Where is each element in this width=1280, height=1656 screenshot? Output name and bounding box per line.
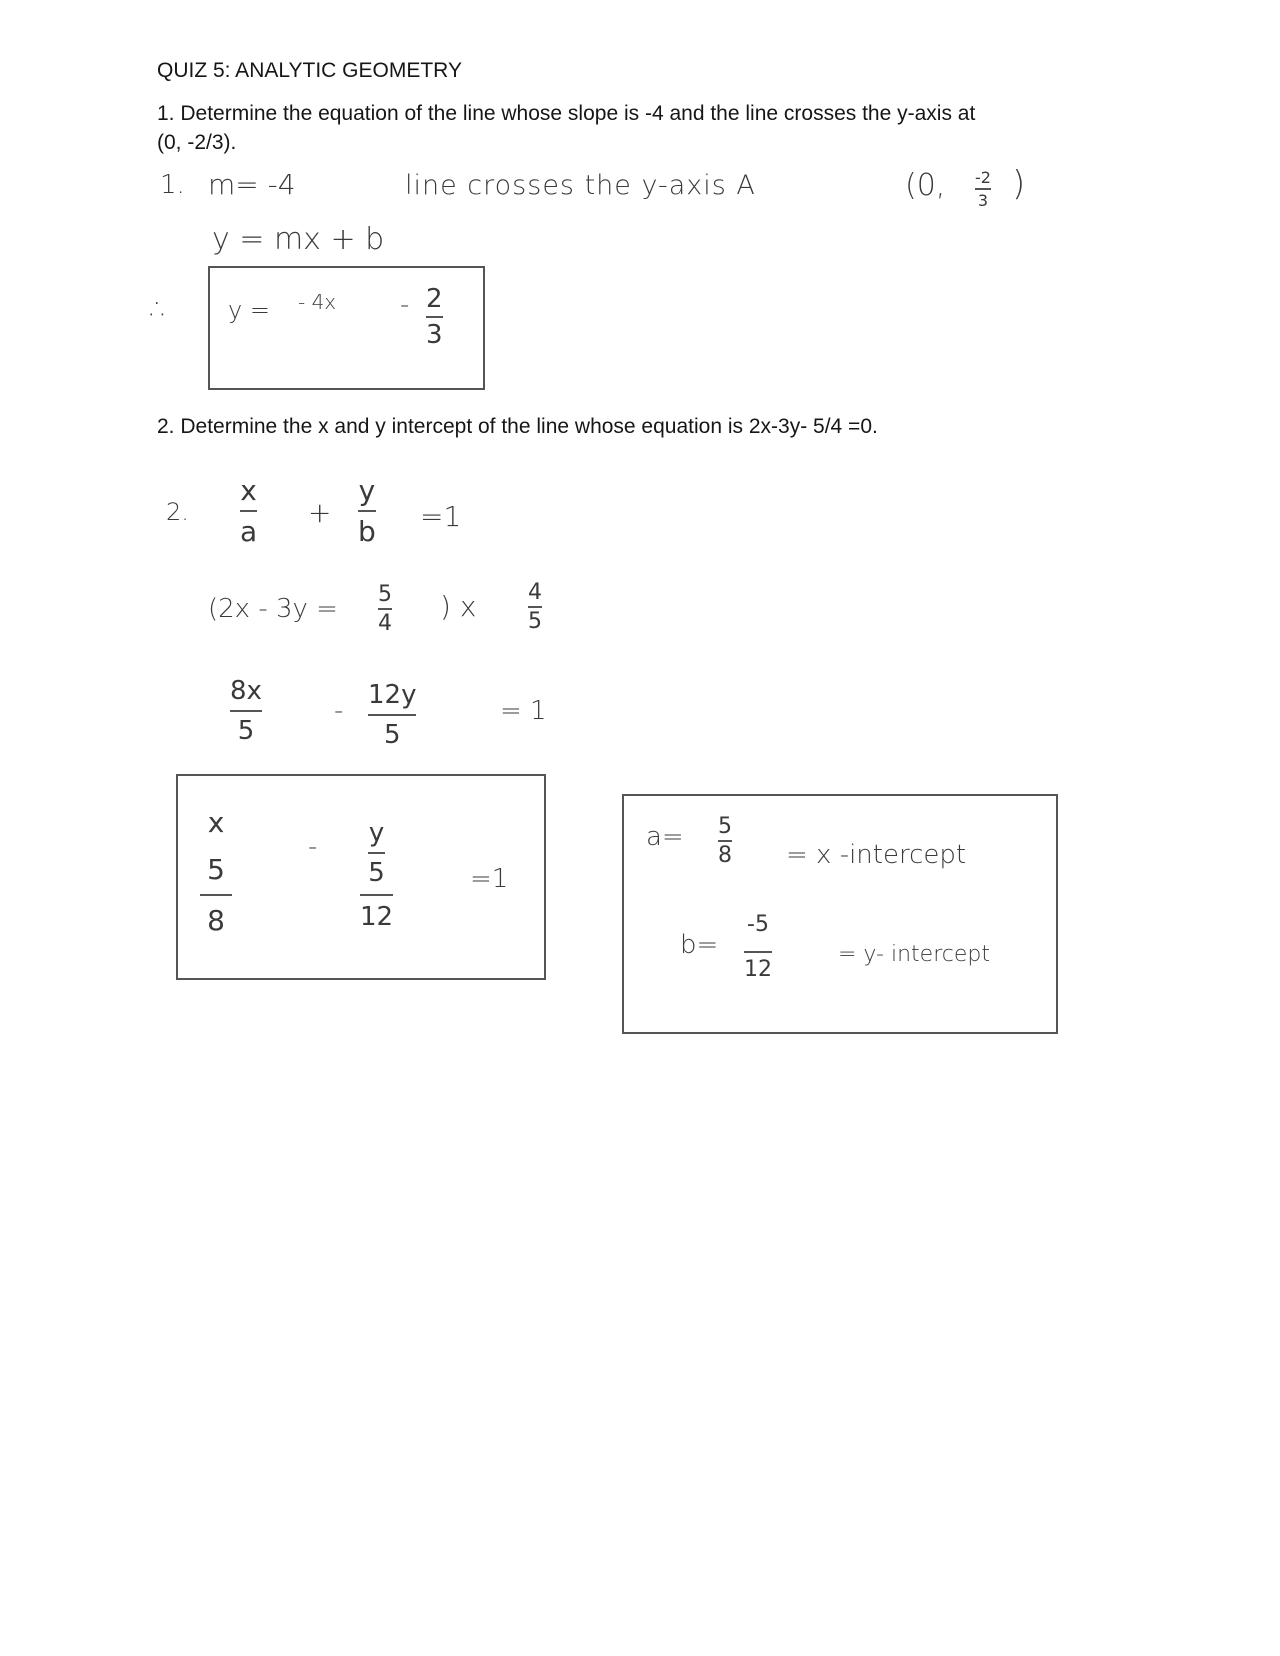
quiz-title: QUIZ 5: ANALYTIC GEOMETRY: [157, 59, 462, 82]
q1-work-number: 1.: [160, 170, 185, 200]
q1-answer-denominator: 3: [426, 320, 443, 350]
q1-answer-box: [208, 266, 485, 390]
q2-step2-close: ) x: [440, 590, 477, 623]
q2-step3-numerator-1: 8x: [230, 676, 262, 706]
q2-y-over-b-denominator: b: [358, 515, 376, 548]
q2-box-equals-one: =1: [470, 864, 509, 894]
q2-step2-fraction: [378, 582, 392, 636]
q1-point-fraction: [975, 168, 991, 210]
q2-step3-fraction-1: [230, 676, 262, 746]
q2-y-over-b-numerator: y: [358, 474, 376, 507]
q1-answer-lhs: y =: [228, 296, 270, 324]
q2-step2-multiplier-numerator: 4: [528, 580, 542, 605]
q2-step3-denominator-2: 5: [383, 720, 401, 750]
q2-box-y: y: [368, 818, 385, 848]
q2-step2-numerator: 5: [378, 582, 392, 607]
q2-step3-denominator-1: 5: [237, 716, 255, 746]
q2-box-y-5: 5: [368, 858, 385, 888]
q2-box-minus: -: [308, 832, 318, 862]
q2-box-y-12: 12: [360, 902, 394, 932]
question-2-line-1: 2. Determine the x and y intercept of the line whose equation is 2x-3y- 5/4 =0.: [157, 415, 878, 438]
q2-box-x: x: [207, 806, 225, 839]
q1-crosses-text: line crosses the y-axis A: [405, 170, 756, 201]
q2-b-denominator: 12: [744, 957, 772, 982]
q2-step2-open: (2x - 3y =: [208, 594, 338, 624]
q2-step3-equals: = 1: [500, 696, 547, 726]
q1-answer-fraction: [426, 284, 443, 350]
q1-answer-numerator: 2: [426, 284, 443, 314]
q2-x-intercept-label: = x -intercept: [786, 840, 967, 870]
question-1-line-2: (0, -2/3).: [157, 131, 237, 154]
q1-point-numerator: -2: [975, 168, 991, 187]
q2-work-number: 2.: [166, 498, 189, 526]
q2-step3-numerator-2: 12y: [368, 680, 417, 710]
q2-box-x-8: 8: [207, 904, 225, 937]
q2-plus: +: [308, 496, 332, 529]
q2-y-intercept-label: = y- intercept: [838, 942, 990, 967]
q2-step3-fraction-2: [368, 680, 416, 750]
q2-intercepts-box: [622, 794, 1058, 1034]
q2-b-numerator: -5: [747, 912, 769, 937]
q2-box-x-compound-fraction: [200, 806, 232, 937]
q1-point-denominator: 3: [977, 191, 989, 210]
q2-box-y-compound-fraction: [360, 818, 393, 932]
q2-a-denominator: 8: [718, 843, 732, 868]
q2-box-x-5: 5: [207, 853, 225, 886]
q2-x-over-a-numerator: x: [240, 474, 257, 507]
q2-x-over-a-denominator: a: [240, 515, 258, 548]
q1-point-open: (0,: [905, 168, 946, 203]
q2-a-label: a=: [646, 822, 684, 852]
q2-x-over-a: [240, 474, 257, 548]
q2-step2-multiplier-denominator: 5: [528, 609, 542, 634]
q2-a-numerator: 5: [718, 814, 732, 839]
q2-step2-denominator: 4: [378, 611, 392, 636]
q2-a-fraction: [718, 814, 732, 868]
q2-equals-one: =1: [420, 500, 462, 533]
q1-answer-minus: -: [400, 290, 410, 320]
q1-slope: m= -4: [208, 168, 296, 201]
therefore-symbol: ∴: [150, 292, 170, 327]
q2-step3-minus: -: [334, 696, 344, 726]
q2-b-fraction: [744, 912, 772, 982]
q2-y-over-b: [358, 474, 376, 548]
q2-step2-multiplier: [528, 580, 542, 634]
q1-answer-slope-term: - 4x: [298, 290, 337, 314]
question-1-line-1: 1. Determine the equation of the line whose slope is -4 and the line crosses the y-axis at: [157, 102, 976, 125]
q1-slope-intercept-formula: y = mx + b: [212, 222, 385, 257]
q1-point-close: ): [1012, 164, 1026, 204]
q2-b-label: b=: [680, 930, 719, 960]
